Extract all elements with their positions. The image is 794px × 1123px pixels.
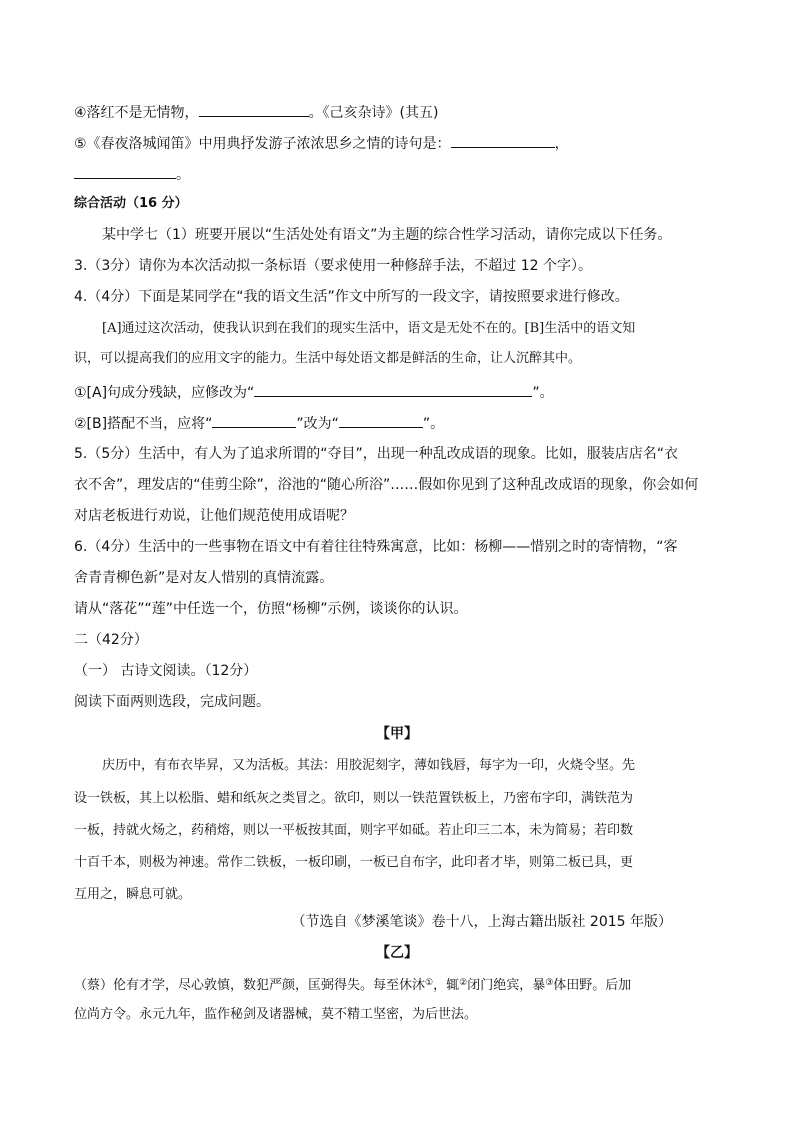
section-title-activity: 综合活动（16 分） (74, 196, 188, 211)
q4-subquestion-1 (74, 382, 554, 402)
passage-yi-line-2: 位尚方令。永元九年，监作秘剑及诸器械，莫不精工坚密，为后世法。 (74, 1007, 478, 1022)
q4-sub1-prefix: ①[A]句成分残缺，应修改为“ (74, 385, 255, 401)
passage-jia-line-1: 庆历中，有布衣毕昇，又为活板。其法：用胶泥刻字，薄如钱唇，每字为一印，火烧令坚。先 (102, 758, 636, 773)
poetry-q4-blank[interactable] (199, 102, 309, 117)
q4-sub2-mid: ”改为“ (296, 416, 339, 432)
q4-sub2-suffix: ”。 (422, 416, 445, 432)
passage-jia-title: 【甲】 (376, 726, 418, 742)
poetry-q5-line-2 (74, 164, 190, 184)
section-two-instruction: 阅读下面两则选段，完成问题。 (74, 694, 270, 710)
passage-jia-source: （节选自《梦溪笔谈》卷十八，上海古籍出版社 2015 年版） (291, 914, 672, 930)
q4-passage-line-2: 识，可以提高我们的应用文字的能力。生活中每处语文都是鲜活的生命，让人沉醉其中。 (74, 351, 582, 366)
poetry-q5-blank-2[interactable] (74, 164, 176, 179)
poetry-q5-text: ⑤《春夜洛城闻笛》中用典抒发游子浓浓思乡之情的诗句是： (74, 136, 451, 152)
poetry-q5-line (74, 133, 569, 153)
question-5-line-3: 对店老板进行劝说，让他们规范使用成语呢？ (74, 508, 354, 524)
poetry-q5-comma: ， (554, 136, 569, 152)
footnote-2: ② (459, 978, 468, 988)
footnote-3: ③ (545, 978, 554, 988)
q4-subquestion-2 (74, 413, 444, 433)
poetry-q4-prefix: ④落红不是无情物， (74, 105, 199, 121)
section-two-sub: （一） 古诗文阅读。（12分） (74, 663, 258, 679)
q4-sub2-prefix: ②[B]搭配不当，应将“ (74, 416, 213, 432)
section-title-two: 二（42分） (74, 632, 148, 648)
passage-jia-line-2: 设一铁板，其上以松脂、蜡和纸灰之类冒之。欲印，则以一铁范置铁板上，乃密布字印，满铁范为 (74, 791, 634, 806)
passage-yi-line-1 (74, 977, 631, 995)
poetry-q4-line (74, 102, 439, 122)
yi-text-b: ，辄 (433, 978, 460, 993)
q4-passage-line-1: [A]通过这次活动，使我认识到在我们的现实生活中，语文是无处不在的。[B]生活中的语文知 (102, 321, 636, 336)
activity-intro: 某中学七（1）班要开展以“生活处处有语文”为主题的综合性学习活动，请你完成以下任务。 (102, 227, 672, 243)
passage-jia-line-3: 一板，持就火炀之，药稍熔，则以一平板按其面，则字平如砥。若止印三二本，未为简易；若印数 (74, 823, 634, 838)
poetry-q5-end: 。 (176, 167, 190, 183)
q4-sub2-blank-2[interactable] (339, 413, 423, 428)
q4-sub1-blank[interactable] (254, 382, 532, 397)
footnote-1: ① (425, 978, 434, 988)
poetry-q5-blank-1[interactable] (451, 133, 555, 148)
yi-text-c: 闭门绝宾，暴 (467, 978, 546, 993)
passage-jia-line-5: 互用之，瞬息可就。 (74, 887, 192, 902)
question-5-line-1: 5.（5分）生活中，有人为了追求所谓的“夺目”，出现一种乱改成语的现象。比如，服装店店名“衣 (74, 446, 679, 462)
passage-jia-line-4: 十百千本，则极为神速。常作二铁板，一板印刷，一板已自布字，此印者才毕，则第二板已具，更 (74, 855, 634, 870)
question-3: 3.（3分）请你为本次活动拟一条标语（要求使用一种修辞手法，不超过 12 个字）。 (74, 258, 592, 274)
passage-yi-title: 【乙】 (376, 945, 418, 961)
q4-sub2-blank-1[interactable] (212, 413, 296, 428)
question-5-line-2: 衣不舍”，理发店的“佳剪尘除”，浴池的“随心所浴”……假如你见到了这种乱改成语的现象，你会如何 (74, 477, 699, 493)
yi-text-d: 体田野。后加 (553, 978, 632, 993)
question-6-line-1: 6.（4分）生活中的一些事物在语文中有着往往特殊寓意，比如：杨柳——惜别之时的寄情物，“客 (74, 539, 678, 555)
poetry-q4-suffix: 。《己亥杂诗》(其五) (308, 105, 439, 121)
question-6-line-3: 请从“落花”“莲”中任选一个，仿照“杨柳”示例，谈谈你的认识。 (74, 601, 468, 617)
yi-text-a: （蔡）伦有才学，尽心敦慎，数犯严颜，匡弼得失。每至休沐 (74, 978, 426, 993)
q4-sub1-suffix: ”。 (532, 385, 554, 401)
question-4: 4.（4分）下面是某同学在“我的语文生活”作文中所写的一段文字，请按照要求进行修改。 (74, 289, 629, 305)
question-6-line-2: 舍青青柳色新”是对友人惜别的真情流露。 (74, 570, 334, 586)
